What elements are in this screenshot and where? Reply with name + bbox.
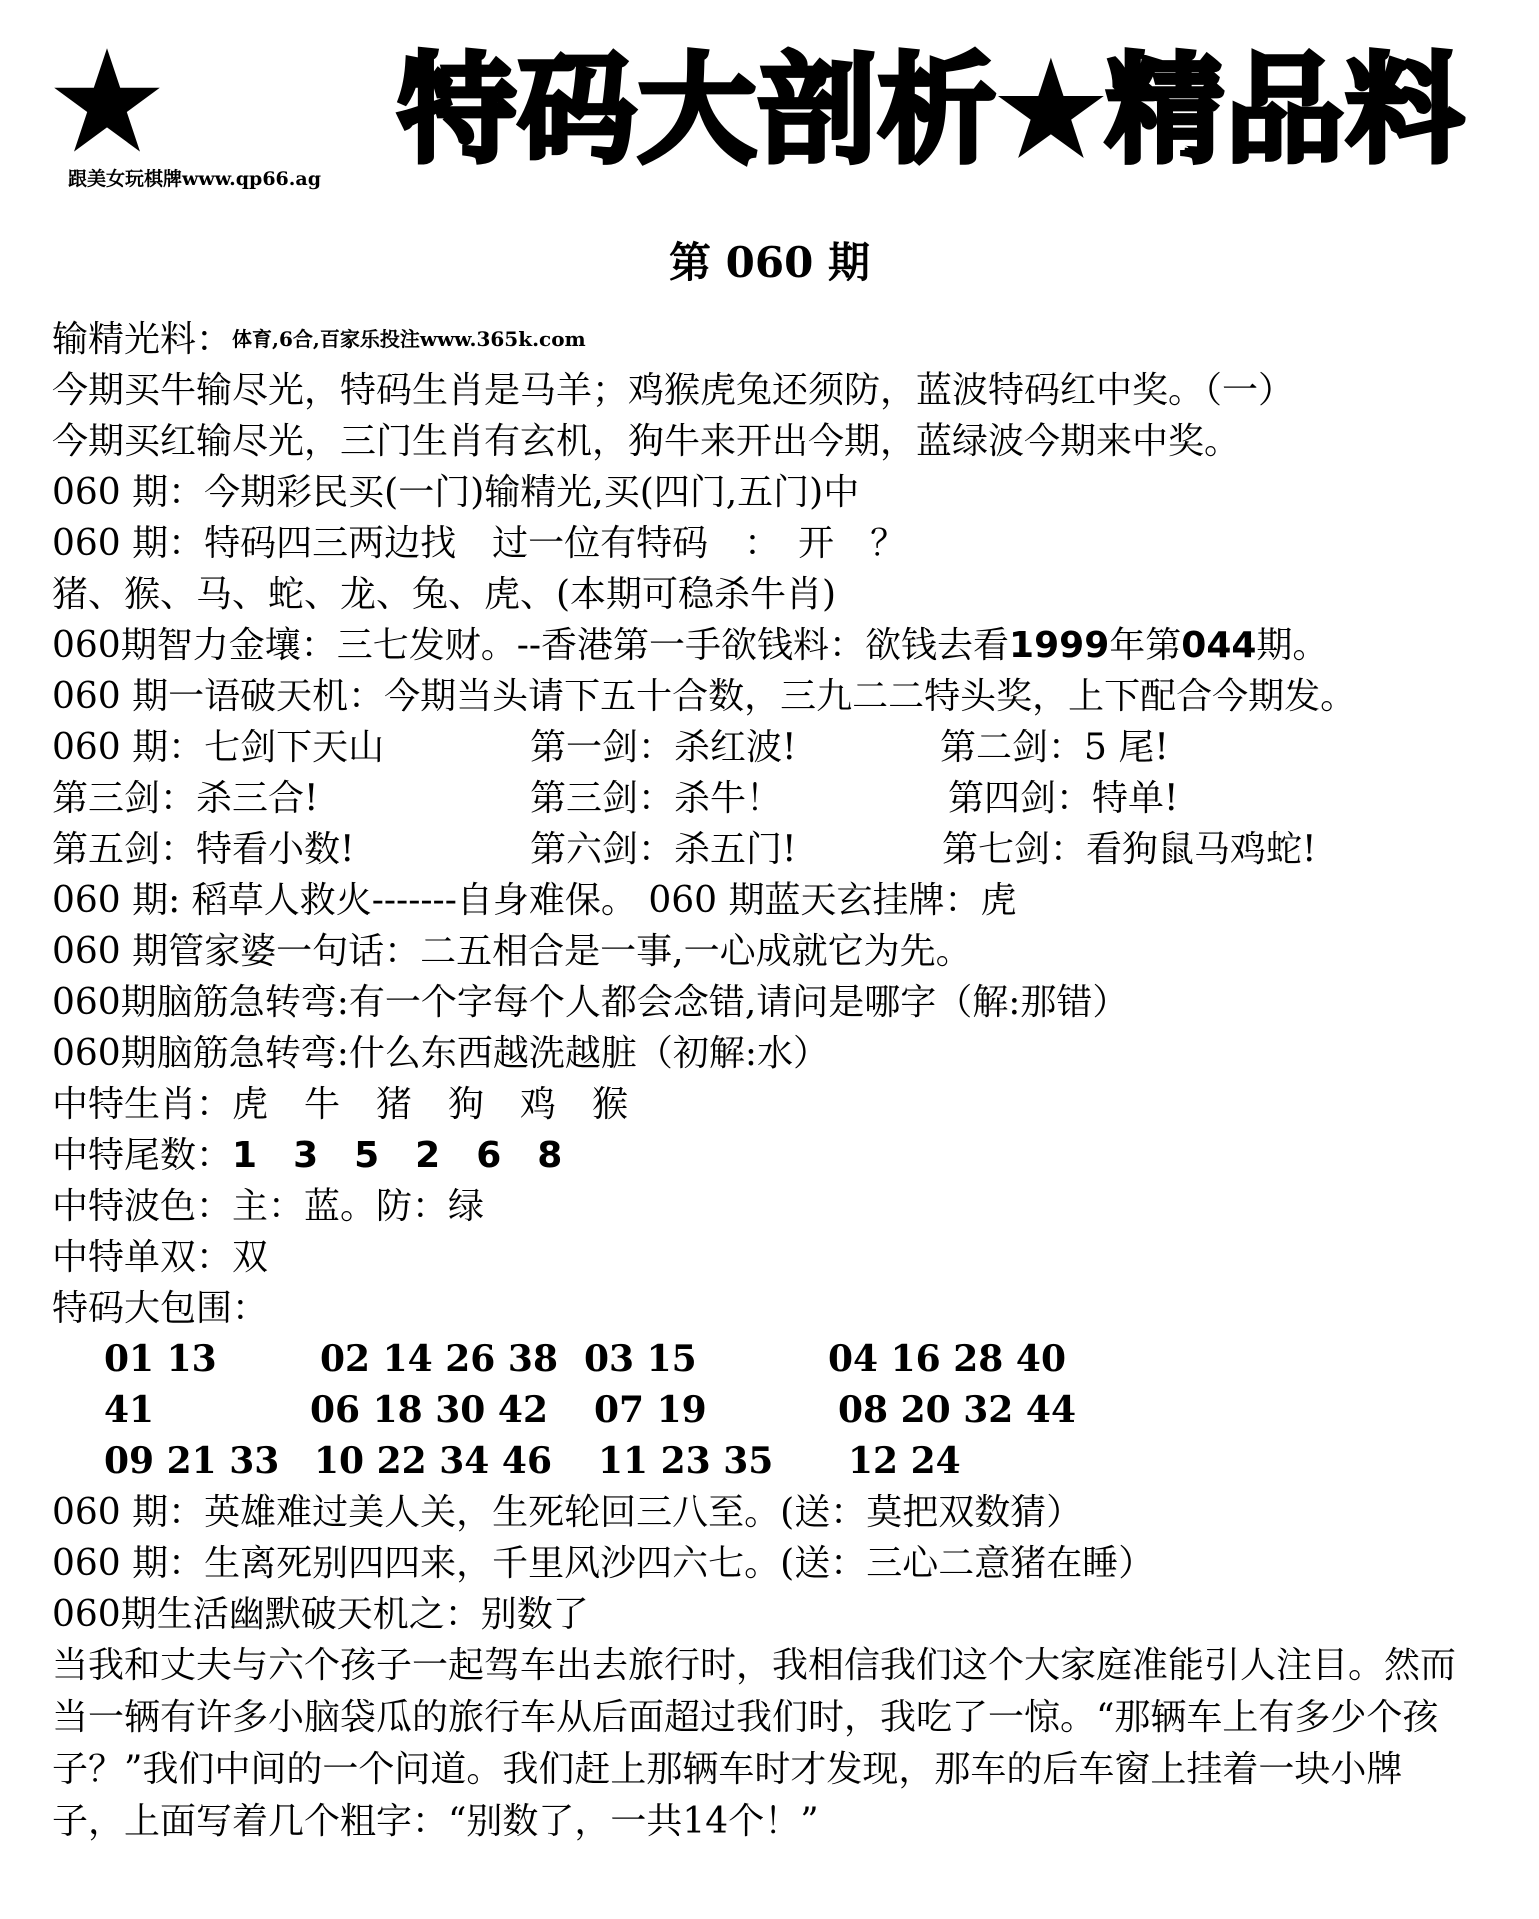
- text-line: 今期买牛输尽光，特码生肖是马羊；鸡猴虎兔还须防，蓝波特码红中奖。（一）: [52, 370, 1295, 411]
- number-group: 04 16 28 40: [828, 1338, 1066, 1380]
- number-group: 01 13: [104, 1338, 217, 1380]
- number-group: 11 23 35: [598, 1440, 774, 1482]
- number-grid-row: [52, 1385, 1492, 1436]
- color-line: 中特波色：主：蓝。防：绿: [52, 1186, 485, 1227]
- text-segment: 060期智力金壤：三七发财。--香港第一手欲钱料：欲钱去看: [52, 625, 1010, 666]
- number-group: 06 18 30 42: [310, 1389, 548, 1431]
- sword-line: [52, 824, 1492, 875]
- sponsor-note: 体育,6合,百家乐投注www.365k.com: [232, 327, 586, 351]
- number-group: 08 20 32 44: [838, 1389, 1076, 1431]
- sword-line: [52, 773, 1492, 824]
- tail-numbers: 1 3 5 2 6 8: [232, 1135, 563, 1176]
- header: [0, 0, 1539, 200]
- year-number: 1999: [1009, 625, 1110, 666]
- number-group: 12 24: [848, 1440, 961, 1482]
- text-line: 060期脑筋急转弯:有一个字每个人都会念错,请问是哪字（解:那错）: [52, 982, 1129, 1023]
- text-segment: 年第: [1109, 625, 1182, 666]
- sword-text: 060 期：七剑下天山: [52, 727, 385, 768]
- text-line: 060 期：特码四三两边找 过一位有特码 ： 开 ？: [52, 523, 907, 564]
- number-group: 07 19: [594, 1389, 707, 1431]
- tail-number-line: [52, 1130, 1492, 1181]
- number-group: 02 14 26 38: [320, 1338, 558, 1380]
- page-title: 特码大剖析★精品料: [398, 41, 1466, 179]
- number-grid-row: [52, 1334, 1492, 1385]
- zodiac-line: 中特生肖：虎 牛 猪 狗 鸡 猴: [52, 1084, 629, 1125]
- sponsor-text: 跟美女玩棋牌www.qp66.ag: [68, 168, 321, 190]
- number-group: 03 15: [584, 1338, 697, 1380]
- content: [52, 314, 1492, 1848]
- number-group: 10 22 34 46: [314, 1440, 552, 1482]
- text-line: 060 期一语破天机：今期当头请下五十合数，三九二二特头奖，上下配合今期发。: [52, 676, 1357, 717]
- sword-text: 第三剑：杀三合!: [52, 778, 319, 819]
- sword-text: 第五剑：特看小数!: [52, 829, 355, 870]
- number-grid-row: [52, 1436, 1492, 1487]
- sword-text: 第六剑：杀五门!: [530, 829, 797, 870]
- text-line: 060期生活幽默破天机之：别数了: [52, 1594, 589, 1635]
- text-line: 060 期：今期彩民买(一门)输精光,买(四门,五门)中: [52, 472, 860, 513]
- star-icon: [52, 46, 162, 156]
- text-line: 060 期：生离死别四四来，千里风沙四六七。(送：三心二意猪在睡）: [52, 1543, 1155, 1584]
- text-line: [52, 620, 1492, 671]
- sword-text: 第七剑：看狗鼠马鸡蛇!: [942, 829, 1317, 870]
- period-number: 044: [1181, 625, 1257, 666]
- sword-text: 第二剑：5 尾!: [940, 727, 1169, 768]
- intro-label: 输精光料：: [52, 319, 233, 360]
- text-line: 060 期：英雄难过美人关，生死轮回三八至。(送：莫把双数猜）: [52, 1492, 1083, 1533]
- number-grid-label: 特码大包围：: [52, 1288, 269, 1329]
- sword-line: [52, 722, 1492, 773]
- text-line: 060 期: 稻草人救火-------自身难保。 060 期蓝天玄挂牌：虎: [52, 880, 1017, 921]
- sword-text: 第一剑：杀红波!: [530, 727, 797, 768]
- text-line: 060 期管家婆一句话：二五相合是一事,一心成就它为先。: [52, 931, 972, 972]
- sword-text: 第四剑：特单!: [948, 778, 1179, 819]
- number-group: 09 21 33: [104, 1440, 280, 1482]
- humor-story: 当我和丈夫与六个孩子一起驾车出去旅行时，我相信我们这个大家庭准能引人注目。然而当一辆有许多小脑袋瓜的旅行车从后面超过我们时，我吃了一惊。“那辆车上有多少个孩子？”我们中间的一个问道。我们赶上那辆车时才发现，那车的后车窗上挂着一块小牌子，上面写着几个粗字：“别数了，一共14个！”: [52, 1645, 1457, 1842]
- number-group: 41: [104, 1389, 155, 1431]
- text-line: 今期买红输尽光，三门生肖有玄机，狗牛来开出今期，蓝绿波今期来中奖。: [52, 421, 1241, 462]
- issue-number: 第 060 期: [669, 238, 870, 287]
- sword-text: 第三剑：杀牛！: [530, 778, 783, 819]
- odd-even-line: 中特单双：双: [52, 1237, 269, 1278]
- text-line: 猪、猴、马、蛇、龙、兔、虎、(本期可稳杀牛肖): [52, 574, 837, 615]
- tail-label: 中特尾数：: [52, 1135, 233, 1176]
- text-segment: 期。: [1256, 625, 1329, 666]
- intro-line: [52, 314, 1492, 365]
- text-line: 060期脑筋急转弯:什么东西越洗越脏（初解:水）: [52, 1033, 829, 1074]
